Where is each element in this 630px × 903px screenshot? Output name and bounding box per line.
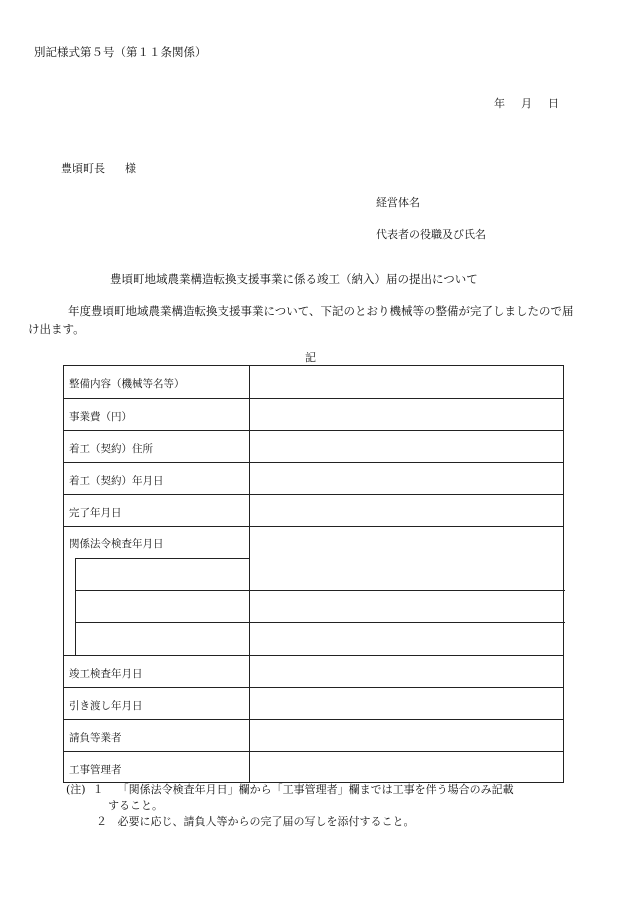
table-row — [64, 462, 563, 494]
table-row — [64, 655, 563, 687]
table-row — [64, 430, 563, 462]
date-line — [494, 95, 559, 111]
table-row — [64, 526, 563, 558]
notes-prefix: (注) — [66, 783, 86, 796]
table-subrow — [75, 590, 565, 591]
addressee-name: 豊頃町長 — [61, 162, 105, 175]
note-number: １ — [92, 783, 104, 796]
ki-label: 記 — [305, 351, 316, 364]
table-row — [64, 398, 563, 430]
table-row — [64, 494, 563, 526]
form-number: 別記様式第５号（第１１条関係） — [34, 45, 207, 59]
representative-label: 代表者の役職及び氏名 — [376, 228, 486, 241]
row-label: 引き渡し年月日 — [69, 700, 143, 712]
document-title: 豊頃町地域農業構造転換支援事業に係る竣工（納入）届の提出について — [110, 272, 478, 286]
row-label: 工事管理者 — [69, 764, 122, 776]
addressee-honorific: 様 — [125, 162, 136, 175]
note-item — [66, 814, 514, 830]
row-label: 関係法令検査年月日 — [69, 538, 164, 550]
inspection-subgroup — [75, 558, 250, 655]
note-item — [66, 782, 514, 798]
note-text: 「関係法令検査年月日」欄から「工事管理者」欄までは工事を伴う場合のみ記載 — [117, 783, 514, 796]
table-row — [64, 751, 563, 784]
table-row — [64, 687, 563, 719]
row-label: 請負等業者 — [69, 732, 122, 744]
form-table — [63, 365, 564, 783]
org-name-label: 経営体名 — [376, 196, 420, 209]
row-label: 竣工検査年月日 — [69, 668, 143, 680]
addressee — [61, 160, 136, 176]
table-row — [64, 719, 563, 751]
notes — [66, 782, 514, 830]
table-subrow — [75, 622, 565, 623]
date-year: 年 — [494, 97, 505, 110]
note-text: 必要に応じ、請負人等からの完了届の写しを添付すること。 — [117, 815, 415, 828]
date-day: 日 — [548, 97, 559, 110]
note-number: ２ — [96, 815, 107, 828]
row-label: 着工（契約）住所 — [69, 443, 153, 455]
row-label: 着工（契約）年月日 — [69, 475, 164, 487]
row-label: 整備内容（機械等名等） — [69, 378, 185, 390]
note-text-continued: すること。 — [108, 799, 163, 812]
table-row — [64, 366, 563, 398]
body-text: 年度豊頃町地域農業構造転換支援事業について、下記のとおり機械等の整備が完了しましたので届け出ます。 — [28, 304, 574, 336]
row-label: 事業費（円） — [69, 411, 132, 423]
row-label: 完了年月日 — [69, 507, 122, 519]
date-month: 月 — [521, 97, 532, 110]
